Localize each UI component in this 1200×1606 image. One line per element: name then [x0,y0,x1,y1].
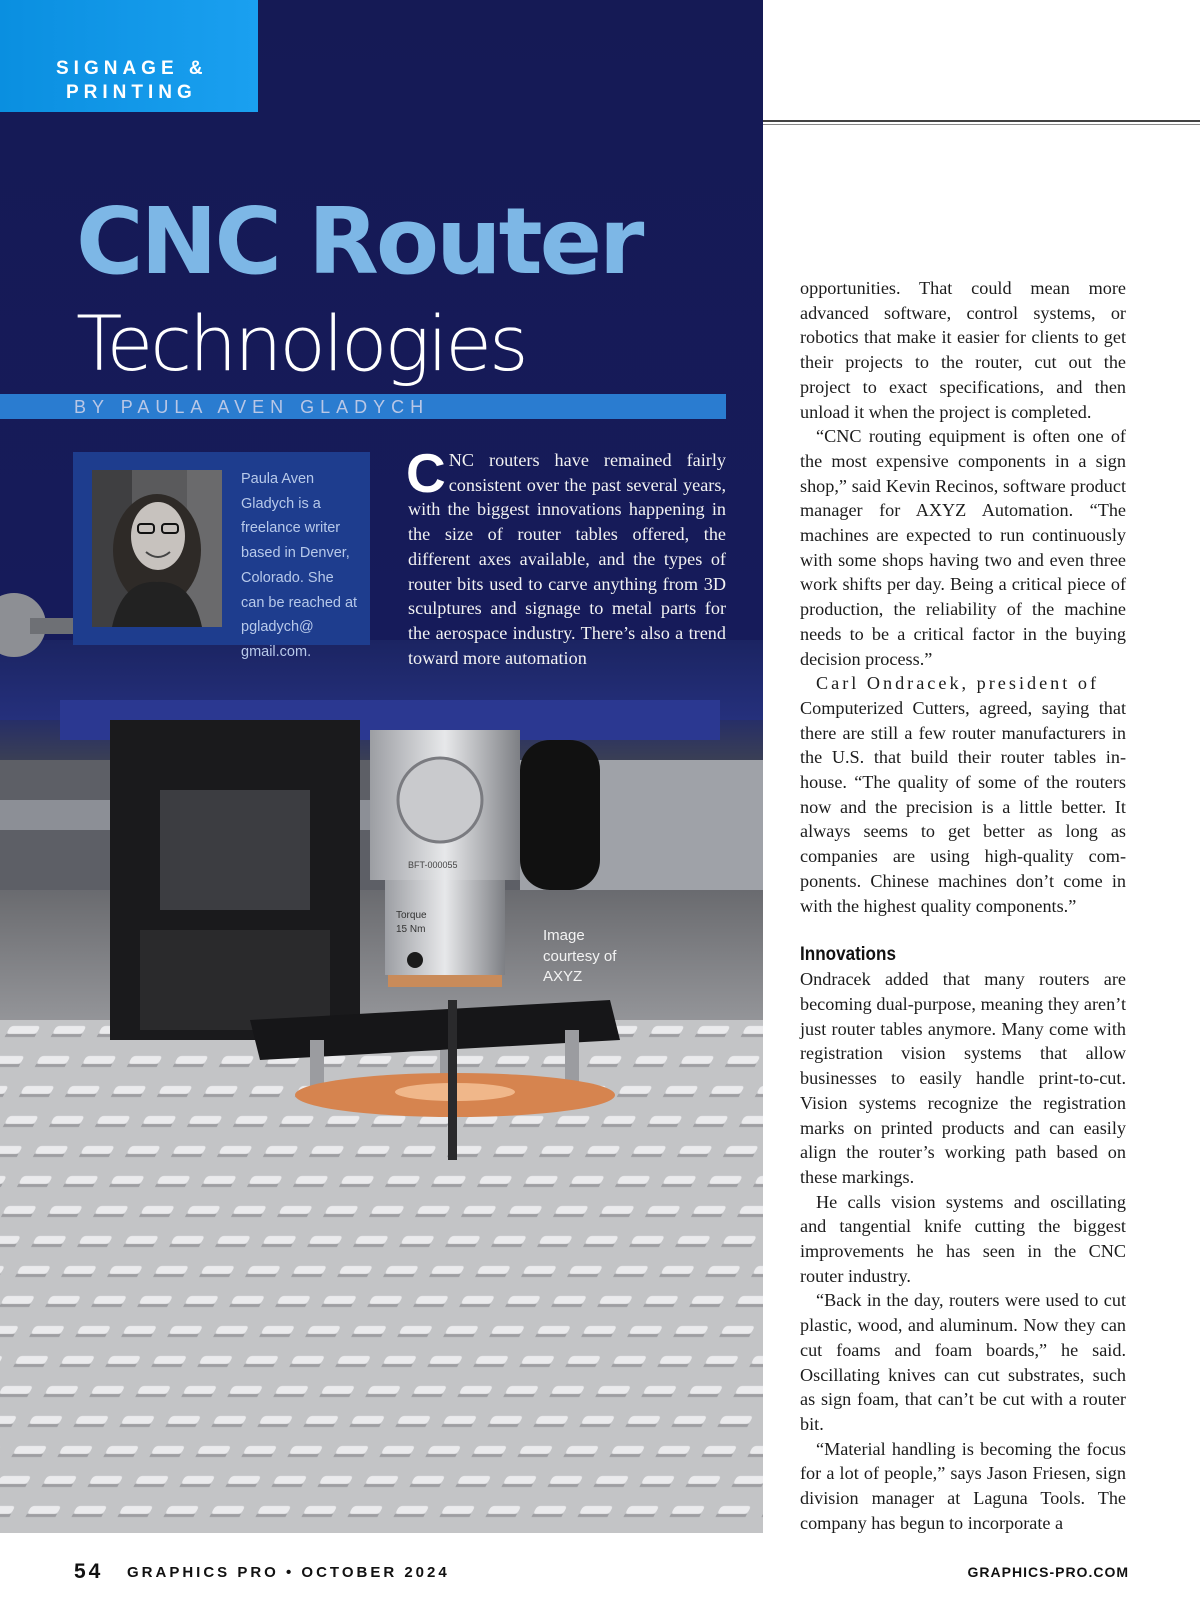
section-tag-line2: PRINTING [66,82,197,103]
image-credit: Image courtesy of AXYZ [543,927,617,985]
author-bio: Paula Aven Gladych is a freelance writer based in Denver, Colorado. She can be reached at pgladych@ gmail.com. [241,471,358,660]
paragraph-3-lead: Carl Ondracek, president of [816,673,1100,694]
lead-paragraph [406,442,726,670]
top-rule-thin [763,124,1200,125]
torque-value: 15 Nm [396,924,426,935]
author-photo [92,470,222,627]
section-tag [0,0,258,112]
spindle-label: BFT-000055 [408,860,458,870]
paragraph-6: “Back in the day, routers were used to cut plastic, wood, and aluminum. Now they can cut foams and foam boards,” he said. Oscillating knives can cut substrates, such as sign foam, that can’t be cut with a router bit. [800,1290,1126,1434]
paragraph-2: “CNC routing equipment is often one of the most expensive components in a sign shop,” said Kevin Recinos, software product manager for AXYZ Automation. “The machines are expected to run continuously with some shops having two and even three work shifts per day. Being a critical piece of production, the reliability of the machine needs to be a critical factor in the buying decision process.” [800,426,1126,669]
paragraph-5: He calls vision systems and oscillating and tangential knife cutting the biggest improvements he has seen in the CNC router industry. [800,1191,1126,1286]
subheading-innovations: Innovations [800,944,896,966]
paragraph-4: Ondracek added that many routers are becoming dual-purpose, meaning they aren’t just router tables anymore. Many come with registration vision systems that allow businesses to easily handle print-to-cut. Vision systems recognize the registration marks on printed products and can easily align the router’s working path based on these markings. [800,969,1126,1187]
article-column [800,276,1126,1535]
lead-text: NC routers have remained fairly consistent over the past several years, with the biggest innovations happening in the size of router tables offered, the different axes available, and the types of router bits used to carve anything from 3D sculptures and signage to metal parts for the aerospace industry. There’s also a trend toward more automation [408,450,726,668]
headline-main: CNC Router [76,188,642,295]
torque-label: Torque [396,910,427,921]
website-link[interactable]: GRAPHICS-PRO.COM [967,1564,1129,1580]
byline: BY PAULA AVEN GLADYCH [74,397,430,417]
section-tag-line1: SIGNAGE & [56,58,208,79]
page-number: 54 [74,1560,104,1583]
top-rule [763,120,1200,122]
drop-cap: C [406,442,446,504]
publication-info: GRAPHICS PRO • OCTOBER 2024 [127,1564,450,1581]
paragraph-1: opportunities. That could mean more advanced software, control systems, or robotics that make it easier for clients to get their projects to the router, cut out the project to exact specifications, and then unload it when the project is completed. [800,278,1126,422]
headline-sub: Technologies [76,299,526,388]
paragraph-3: Computerized Cutters, agreed, saying that there are still a few router manufacturers in the U.S. that build their router tables in-house. “The quality of some of the routers now and the precision is a little better. It always seems to get better as long as companies are using high-quality components. Chinese machines don’t come in with the highest quality components.” [800,697,1126,916]
paragraph-7: “Material handling is becoming the focus for a lot of people,” says Jason Friesen, sign division manager at Laguna Tools. The company has begun to incorporate a [800,1438,1126,1533]
